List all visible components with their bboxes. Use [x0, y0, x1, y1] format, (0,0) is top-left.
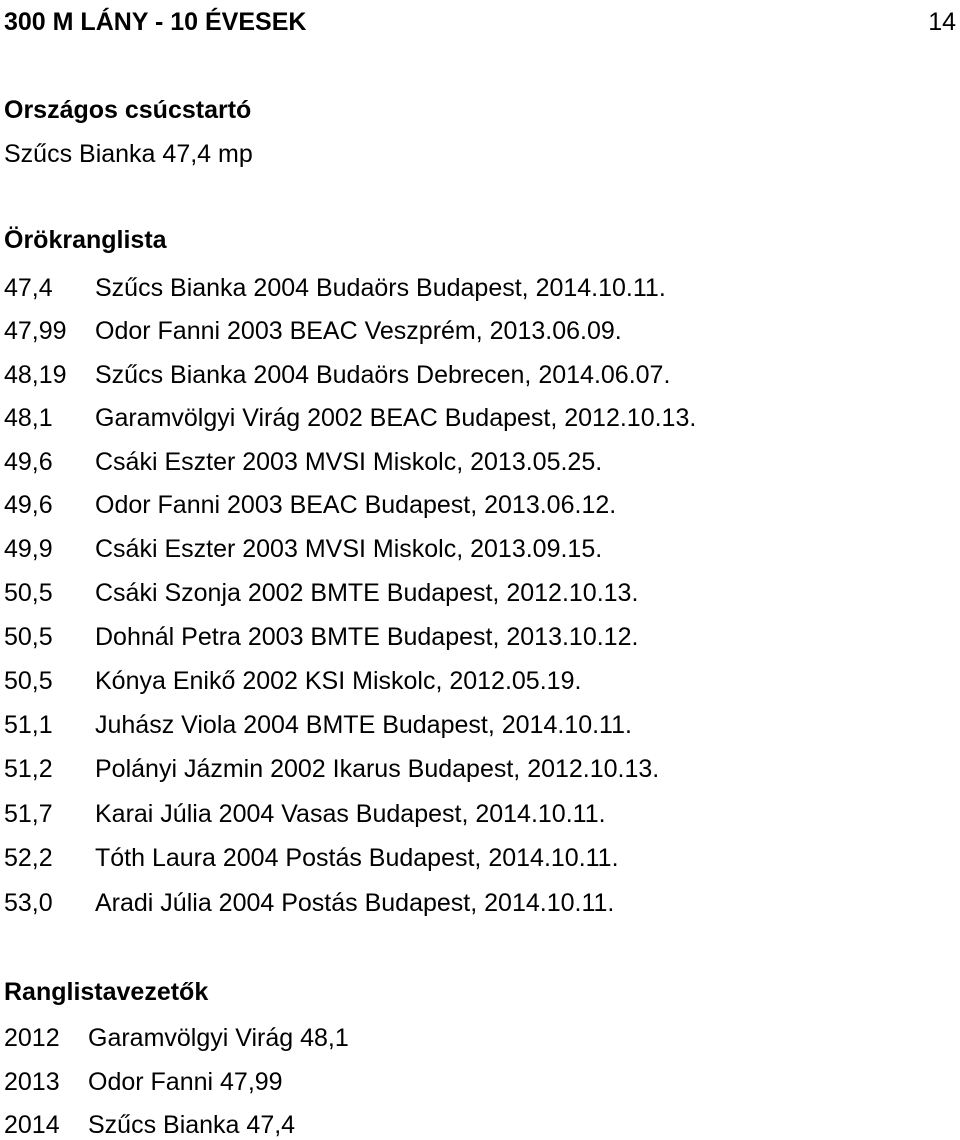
athlete-cell: Kónya Enikő 2002 KSI Miskolc, 2012.05.19.	[95, 667, 582, 695]
leader-cell: Odor Fanni 47,99	[88, 1068, 283, 1096]
table-row	[4, 491, 616, 520]
time-cell: 49,6	[4, 448, 53, 476]
table-row	[4, 623, 638, 652]
page-number: 14	[928, 8, 956, 36]
table-row	[4, 667, 581, 696]
record-holder: Szűcs Bianka 47,4 mp	[4, 140, 253, 168]
athlete-cell: Dohnál Petra 2003 BMTE Budapest, 2013.10.12.	[95, 623, 639, 651]
year-cell: 2012	[4, 1024, 60, 1052]
record-heading: Országos csúcstartó	[4, 96, 252, 124]
table-row	[4, 711, 632, 740]
athlete-cell: Odor Fanni 2003 BEAC Veszprém, 2013.06.09.	[95, 317, 622, 345]
table-row	[4, 317, 622, 346]
time-cell: 49,9	[4, 535, 53, 563]
athlete-cell: Csáki Eszter 2003 MVSI Miskolc, 2013.05.25.	[95, 448, 603, 476]
athlete-cell: Szűcs Bianka 2004 Budaörs Budapest, 2014.10.11.	[95, 274, 666, 302]
alltime-heading: Örökranglista	[4, 226, 167, 254]
table-row	[4, 448, 602, 477]
table-row	[4, 889, 614, 918]
athlete-cell: Tóth Laura 2004 Postás Budapest, 2014.10.11.	[95, 844, 619, 872]
table-row	[4, 361, 670, 390]
leaders-heading: Ranglistavezetők	[4, 978, 209, 1006]
year-cell: 2014	[4, 1111, 60, 1139]
athlete-cell: Juhász Viola 2004 BMTE Budapest, 2014.10.11.	[95, 711, 632, 739]
table-row	[4, 800, 606, 829]
athlete-cell: Odor Fanni 2003 BEAC Budapest, 2013.06.12.	[95, 491, 617, 519]
time-cell: 48,1	[4, 404, 53, 432]
table-row	[4, 404, 696, 433]
athlete-cell: Szűcs Bianka 2004 Budaörs Debrecen, 2014.06.07.	[95, 361, 671, 389]
page-title: 300 M LÁNY - 10 ÉVESEK	[4, 8, 307, 36]
time-cell: 50,5	[4, 579, 53, 607]
time-cell: 51,7	[4, 800, 53, 828]
athlete-cell: Aradi Júlia 2004 Postás Budapest, 2014.10.11.	[95, 889, 615, 917]
athlete-cell: Csáki Szonja 2002 BMTE Budapest, 2012.10.13.	[95, 579, 639, 607]
list-item	[4, 1111, 295, 1140]
time-cell: 50,5	[4, 623, 53, 651]
time-cell: 49,6	[4, 491, 53, 519]
year-cell: 2013	[4, 1068, 60, 1096]
athlete-cell: Karai Júlia 2004 Vasas Budapest, 2014.10.11.	[95, 800, 606, 828]
table-row	[4, 579, 638, 608]
table-row	[4, 844, 619, 873]
table-row	[4, 755, 659, 784]
time-cell: 51,2	[4, 755, 53, 783]
time-cell: 51,1	[4, 711, 53, 739]
leader-cell: Szűcs Bianka 47,4	[88, 1111, 296, 1139]
athlete-cell: Csáki Eszter 2003 MVSI Miskolc, 2013.09.15.	[95, 535, 603, 563]
time-cell: 52,2	[4, 844, 53, 872]
leader-cell: Garamvölgyi Virág 48,1	[88, 1024, 349, 1052]
list-item	[4, 1024, 349, 1053]
table-row	[4, 274, 666, 303]
athlete-cell: Polányi Jázmin 2002 Ikarus Budapest, 2012.10.13.	[95, 755, 660, 783]
time-cell: 50,5	[4, 667, 53, 695]
time-cell: 48,19	[4, 361, 67, 389]
list-item	[4, 1068, 283, 1097]
athlete-cell: Garamvölgyi Virág 2002 BEAC Budapest, 2012.10.13.	[95, 404, 697, 432]
time-cell: 47,4	[4, 274, 53, 302]
time-cell: 47,99	[4, 317, 67, 345]
time-cell: 53,0	[4, 889, 53, 917]
table-row	[4, 535, 602, 564]
